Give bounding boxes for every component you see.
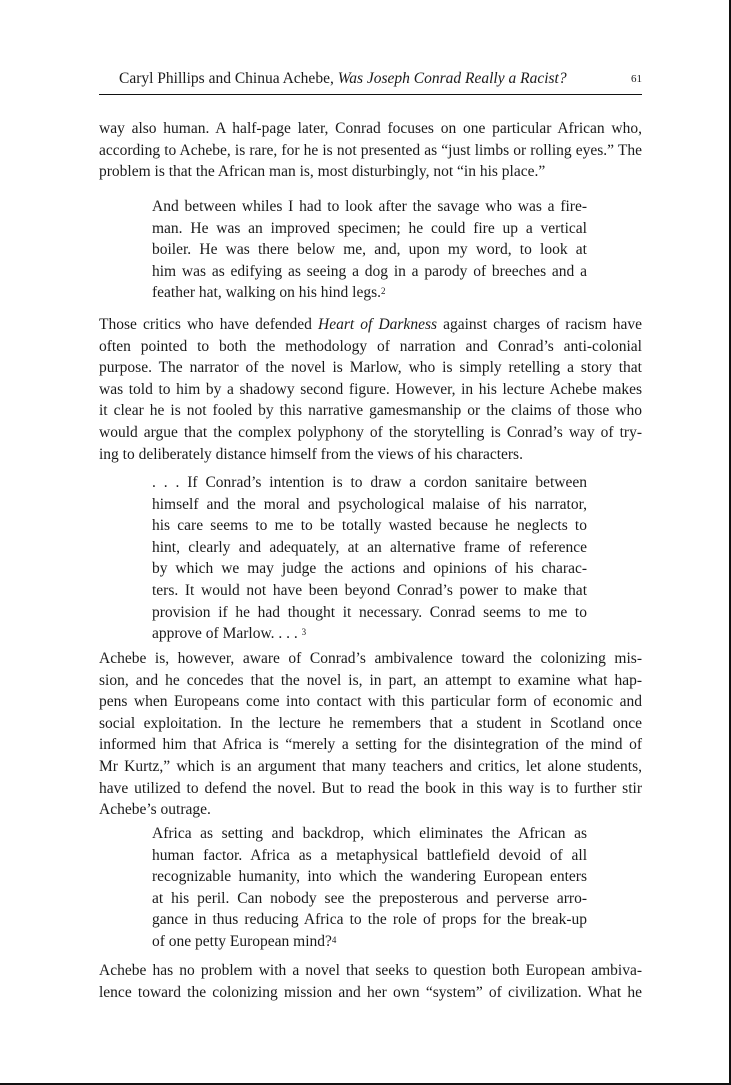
- text-line: ing to deliberately distance himself from the views of his characters.: [99, 445, 523, 463]
- paragraph-1: [99, 118, 642, 183]
- text-line: lence toward the colonizing mission and her own “system” of civilization. What he: [99, 983, 642, 1001]
- text-line: Achebe has no problem with a novel that seeks to question both European ambiva-: [99, 962, 642, 979]
- quote-line: provision if he had thought it necessary. Conrad seems to me to: [152, 603, 587, 621]
- article-title: Was Joseph Conrad Really a Racist?: [337, 70, 567, 87]
- quote-line: ters. It would not have been beyond Conrad’s power to make that: [152, 581, 587, 599]
- text-line: purpose. The narrator of the novel is Marlow, who is simply retelling a story that: [99, 359, 642, 377]
- text-line: sion, and he concedes that the novel is, in part, an attempt to examine what hap-: [99, 671, 642, 689]
- quote-line: at his peril. Can nobody see the preposterous and perverse arro-: [152, 889, 587, 907]
- paragraph-3: [99, 648, 642, 821]
- text-line: informed him that Africa is “merely a setting for the disintegration of the mind of: [99, 736, 642, 754]
- block-quote-1: [152, 196, 587, 304]
- text-line: social exploitation. In the lecture he remembers that a student in Scotland once: [99, 714, 642, 732]
- quote-line-last: feather hat, walking on his hind legs.$^2$: [152, 284, 386, 302]
- text-line: pens when Europeans come into contact with this particular form of economic and: [99, 693, 642, 711]
- text-line: problem is that the African man is, most disturbingly, not “in his place.”: [99, 163, 546, 181]
- text-line: would argue that the complex polyphony of the storytelling is Conrad’s way of try-: [99, 423, 642, 441]
- block-quote-3: [152, 823, 587, 953]
- quote-line: . . . If Conrad’s intention is to draw a cordon sanitaire between: [152, 474, 587, 491]
- running-head: [99, 66, 642, 88]
- paragraph-4: [99, 960, 642, 1003]
- footnote-ref-3[interactable]: 3: [301, 627, 307, 638]
- text-line: Achebe is, however, aware of Conrad’s ambivalence toward the colonizing mis-: [99, 650, 642, 667]
- text-line: Those critics who have defended Heart of Darkness against charges of racism have: [99, 316, 642, 333]
- quote-line: gance in thus reducing Africa to the role of props for the break-up: [152, 911, 587, 929]
- running-title: Caryl Phillips and Chinua Achebe, Was Joseph Conrad Really a Racist?: [119, 70, 567, 87]
- text-line: often pointed to both the methodology of narration and Conrad’s anti-colonial: [99, 337, 642, 355]
- text-line: was told to him by a shadowy second figure. However, in his lecture Achebe makes: [99, 380, 642, 398]
- text-line: have utilized to defend the novel. But to read the book in this way is to further stir: [99, 779, 642, 797]
- text-line: Achebe’s outrage.: [99, 801, 211, 819]
- text-line: Mr Kurtz,” which is an argument that many teachers and critics, let alone students,: [99, 757, 642, 775]
- text-line: way also human. A half-page later, Conrad focuses on one particular African who,: [99, 120, 642, 137]
- quote-line: recognizable humanity, into which the wandering European enters: [152, 868, 587, 886]
- text-line: according to Achebe, is rare, for he is not presented as “just limbs or rolling eyes.” The: [99, 141, 642, 159]
- quote-line: his care seems to me to be totally wasted because he neglects to: [152, 517, 587, 535]
- paragraph-2: [99, 314, 642, 465]
- block-quote-2: [152, 472, 587, 645]
- quote-line: hint, clearly and adequately, at an alternative frame of reference: [152, 538, 587, 556]
- quote-line: by which we may judge the actions and opinions of his charac-: [152, 560, 587, 578]
- quote-line: man. He was an improved specimen; he could fire up a vertical: [152, 219, 587, 237]
- book-title: Heart of Darkness: [318, 316, 438, 333]
- footnote-ref-2[interactable]: 2: [381, 286, 386, 297]
- text-line: it clear he is not fooled by this narrative gamesmanship or the claims of those who: [99, 402, 642, 420]
- footnote-ref-4[interactable]: 4: [331, 934, 337, 945]
- quote-line: himself and the moral and psychological malaise of his narrator,: [152, 495, 587, 513]
- quote-line: human factor. Africa as a metaphysical battlefield devoid of all: [152, 846, 587, 864]
- quote-line: him was as edifying as seeing a dog in a parody of breeches and a: [152, 262, 587, 280]
- quote-line: And between whiles I had to look after the savage who was a fire-: [152, 198, 587, 215]
- quote-line: boiler. He was there below me, and, upon my word, to look at: [152, 241, 587, 259]
- quote-line-last: approve of Marlow. . . . $^3$: [152, 625, 307, 643]
- quote-line-last: of one petty European mind?$^4$: [152, 932, 337, 950]
- header-rule: [99, 94, 642, 95]
- page-number: 61: [631, 73, 642, 85]
- quote-line: Africa as setting and backdrop, which eliminates the African as: [152, 825, 587, 842]
